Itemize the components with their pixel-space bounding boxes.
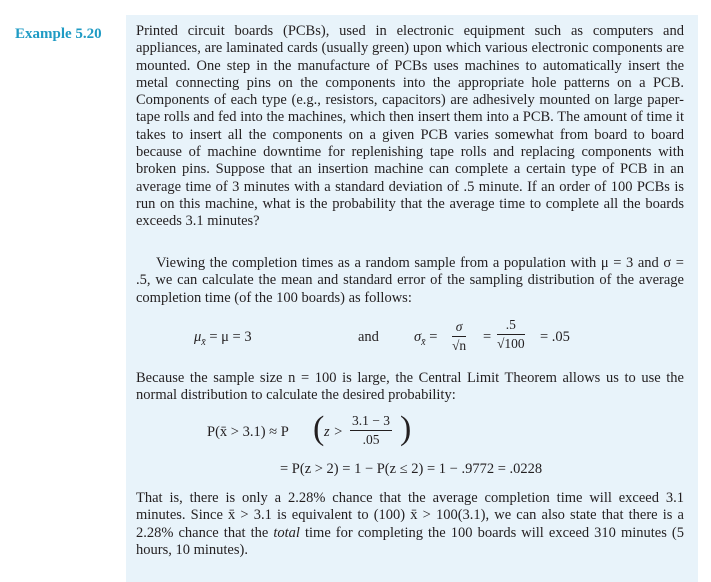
standard-error-result: = .05 xyxy=(540,329,570,345)
z-inequality: z > xyxy=(324,424,344,440)
probability-lhs: P(x̄ > 3.1) ≈ P xyxy=(207,424,289,440)
clt-paragraph: Because the sample size n = 100 is large, the Central Limit Theorem allows us to use the normal distribution to calculate the desired probability: xyxy=(136,370,684,404)
right-paren: ) xyxy=(400,410,412,447)
problem-paragraph: Printed circuit boards (PCBs), used in electronic equipment such as computers and appliances, are laminated cards (usually green) upon which various electronic components are mounted. One step in the manufacture of PCBs uses machines to automatically insert the metal connecting pins on the components into the appropriate hole patterns on a PCB. Components of each type (e.g., resistors, capacitors) are adhesively mounted on large paper-tape rolls and fed into the machines, which then insert them into a PCB. The amount of time it takes to insert all the components on a given PCB varies somewhat from board to board because of machine downtime for replenishing tape rolls and replacing components with broken pins. Suppose that an insertion machine can complete a certain type of PCB in an average time of 3 minutes with a standard deviation of .5 minute. If an order of 100 PCBs is run on this machine, what is the probability that the average time to complete all the boards exceeds 3.1 minutes? xyxy=(136,23,684,230)
z-fraction: $\frac{3.1 - 3}{.05}$ xyxy=(352,413,390,447)
equals-sign: = xyxy=(483,329,492,345)
total-emphasis: total xyxy=(273,524,300,541)
value-fraction: $\frac{.5}{√100}$ xyxy=(497,317,525,351)
conclusion-paragraph: That is, there is only a 2.28% chance that the average completion time will exceed 3.1 minutes. Since x̄ > 3.1 is equivalent to (100) x̄ > 100(3.1), we can also state that there is a 2.28% chance that the total time for completing the 100 boards will exceed 310 minutes (5 hours, 10 minutes). xyxy=(136,490,684,558)
and-word: and xyxy=(358,329,379,345)
solution-paragraph: Viewing the completion times as a random sample from a population with μ = 3 and σ = .5, we can calculate the mean and standard error of the sampling distribution of the average completion time (of the 100 boards) as follows: xyxy=(136,255,684,306)
sigma-lhs: $\sigma_{x̄}$ = xyxy=(414,329,438,348)
mean-equation: $\mu_{x̄} = \mu = 3$ xyxy=(194,329,252,348)
example-panel xyxy=(126,15,698,582)
probability-result: = P(z > 2) = 1 − P(z ≤ 2) = 1 − .9772 = .0228 xyxy=(280,461,543,477)
left-paren: ( xyxy=(313,410,325,447)
sigma-fraction: $\frac{\sigma}{√n}$ xyxy=(452,319,467,353)
example-label: Example 5.20 xyxy=(15,26,102,42)
